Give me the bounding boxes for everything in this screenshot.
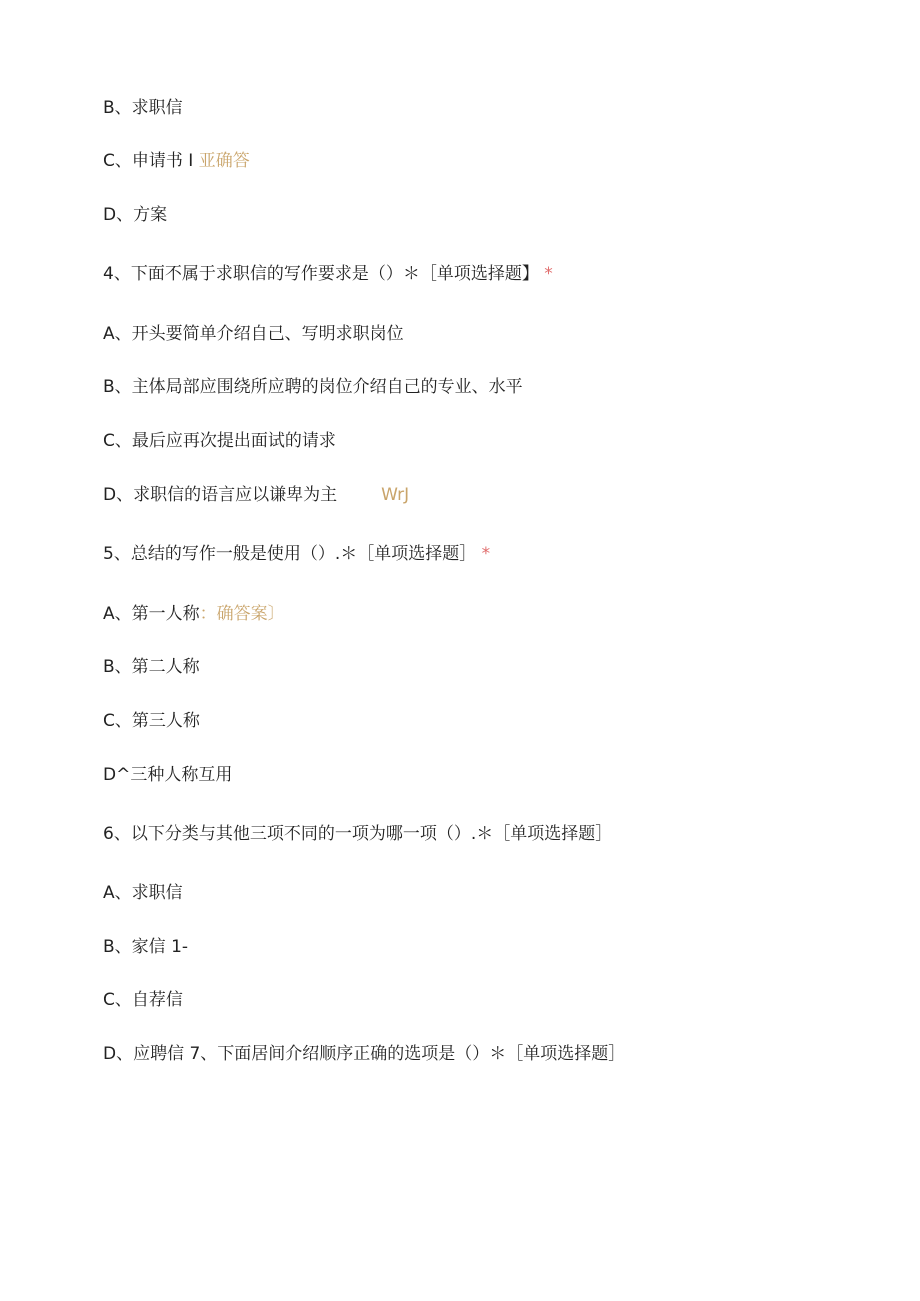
option-text: D^三种人称互用 xyxy=(103,765,233,785)
answer-mark: WrJ xyxy=(381,485,410,505)
question-5 xyxy=(103,542,490,566)
option-text: B、主体局部应围绕所应聘的岗位介绍自己的专业、水平 xyxy=(103,377,523,397)
option-text: C、自荐信 xyxy=(103,990,183,1010)
option-q5-a xyxy=(103,602,285,626)
option-q4-b xyxy=(103,375,523,399)
option-q5-c xyxy=(103,709,200,733)
option-q6-a xyxy=(103,881,183,905)
option-text: A、求职信 xyxy=(103,883,183,903)
question-6 xyxy=(103,822,612,846)
question-text: 4、下面不属于求职信的写作要求是（）＊［单项选择题】 xyxy=(103,264,539,284)
option-text: B、家信 1- xyxy=(103,937,189,957)
option-text: B、第二人称 xyxy=(103,657,200,677)
option-q4-d xyxy=(103,483,409,507)
option-q6-b xyxy=(103,935,188,959)
option-text: C、申请书 I xyxy=(103,151,194,171)
question-text: 5、总结的写作一般是使用（）.＊［单项选择题］ xyxy=(103,544,477,564)
answer-mark: ：确答案〕 xyxy=(199,604,285,624)
option-q5-d xyxy=(103,763,232,787)
question-text: 6、以下分类与其他三项不同的一项为哪一项（）.＊［单项选择题］ xyxy=(103,824,613,844)
option-q3-d xyxy=(103,203,167,227)
option-q3-c xyxy=(103,149,250,173)
required-star: * xyxy=(481,544,491,564)
answer-mark: 亚确答 xyxy=(198,151,250,171)
option-q5-b xyxy=(103,655,200,679)
question-4 xyxy=(103,262,553,286)
option-q3-b xyxy=(103,96,183,120)
option-text: D、求职信的语言应以谦卑为主 xyxy=(103,485,338,505)
option-text: A、第一人称 xyxy=(103,604,200,624)
option-text: C、第三人称 xyxy=(103,711,200,731)
option-text: D、应聘信 7、下面居间介绍顺序正确的选项是（）＊［单项选择题］ xyxy=(103,1044,626,1064)
option-q6-c xyxy=(103,988,183,1012)
option-text: B、求职信 xyxy=(103,98,183,118)
required-star: * xyxy=(544,264,553,284)
option-text: D、方案 xyxy=(103,205,168,225)
option-q4-a xyxy=(103,322,404,346)
option-text: C、最后应再次提出面试的请求 xyxy=(103,431,336,451)
option-text: A、开头要简单介绍自己、写明求职岗位 xyxy=(103,324,404,344)
option-q6-d xyxy=(103,1042,625,1066)
option-q4-c xyxy=(103,429,336,453)
